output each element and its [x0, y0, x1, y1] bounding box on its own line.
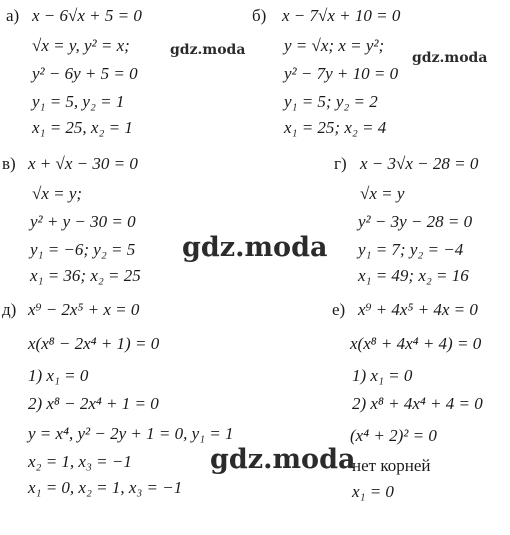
eq-v-3: y² + y − 30 = 0: [30, 212, 136, 231]
eq-g-3: y² − 3y − 28 = 0: [358, 212, 473, 231]
eq-e-3: 1) x₁ = 0: [352, 366, 413, 385]
eq-e-7: x₁ = 0: [352, 482, 394, 501]
eq-g-4: y₁ = 7; y₂ = −4: [358, 240, 464, 259]
watermark: gdz.moda: [210, 444, 356, 475]
eq-d-1: x⁹ − 2x⁵ + x = 0: [28, 300, 140, 319]
eq-e-6: нет корней: [352, 456, 431, 475]
eq-e-4: 2) x⁸ + 4x⁴ + 4 = 0: [352, 394, 483, 413]
eq-d-4: 2) x⁸ − 2x⁴ + 1 = 0: [28, 394, 159, 413]
label-e: е): [332, 300, 346, 319]
watermark: gdz.moda: [182, 232, 328, 263]
eq-b-5: x₁ = 25; x₂ = 4: [284, 118, 387, 137]
eq-e-2: x(x⁸ + 4x⁴ + 4) = 0: [350, 334, 482, 353]
eq-d-6: x₂ = 1, x₃ = −1: [28, 452, 132, 471]
label-d: д): [2, 300, 17, 319]
eq-v-2: √x = y;: [32, 184, 83, 203]
eq-b-1: x − 7√x + 10 = 0: [282, 6, 401, 25]
eq-d-5: y = x⁴, y² − 2y + 1 = 0, y₁ = 1: [28, 424, 234, 443]
label-v: в): [2, 154, 16, 173]
eq-a-3: y² − 6y + 5 = 0: [32, 64, 138, 83]
eq-b-2: y = √x; x = y²;: [284, 36, 385, 55]
eq-b-4: y₁ = 5; y₂ = 2: [284, 92, 378, 111]
watermark: gdz.moda: [412, 50, 488, 66]
eq-a-1: x − 6√x + 5 = 0: [32, 6, 142, 25]
eq-e-1: x⁹ + 4x⁵ + 4x = 0: [358, 300, 478, 319]
eq-d-2: x(x⁸ − 2x⁴ + 1) = 0: [28, 334, 160, 353]
watermark: gdz.moda: [170, 42, 246, 58]
eq-g-2: √x = y: [360, 184, 405, 203]
eq-e-5: (x⁴ + 2)² = 0: [350, 426, 437, 445]
eq-a-4: y₁ = 5, y₂ = 1: [32, 92, 125, 111]
eq-g-5: x₁ = 49; x₂ = 16: [358, 266, 469, 285]
eq-a-2: √x = y, y² = x;: [32, 36, 130, 55]
eq-a-5: x₁ = 25, x₂ = 1: [32, 118, 133, 137]
label-b: б): [252, 6, 267, 25]
eq-v-4: y₁ = −6; y₂ = 5: [30, 240, 136, 259]
eq-d-7: x₁ = 0, x₂ = 1, x₃ = −1: [28, 478, 183, 497]
eq-d-3: 1) x₁ = 0: [28, 366, 89, 385]
eq-v-1: x + √x − 30 = 0: [28, 154, 138, 173]
label-g: г): [334, 154, 347, 173]
eq-v-5: x₁ = 36; x₂ = 25: [30, 266, 141, 285]
eq-b-3: y² − 7y + 10 = 0: [284, 64, 399, 83]
label-a: а): [6, 6, 20, 25]
eq-g-1: x − 3√x − 28 = 0: [360, 154, 479, 173]
